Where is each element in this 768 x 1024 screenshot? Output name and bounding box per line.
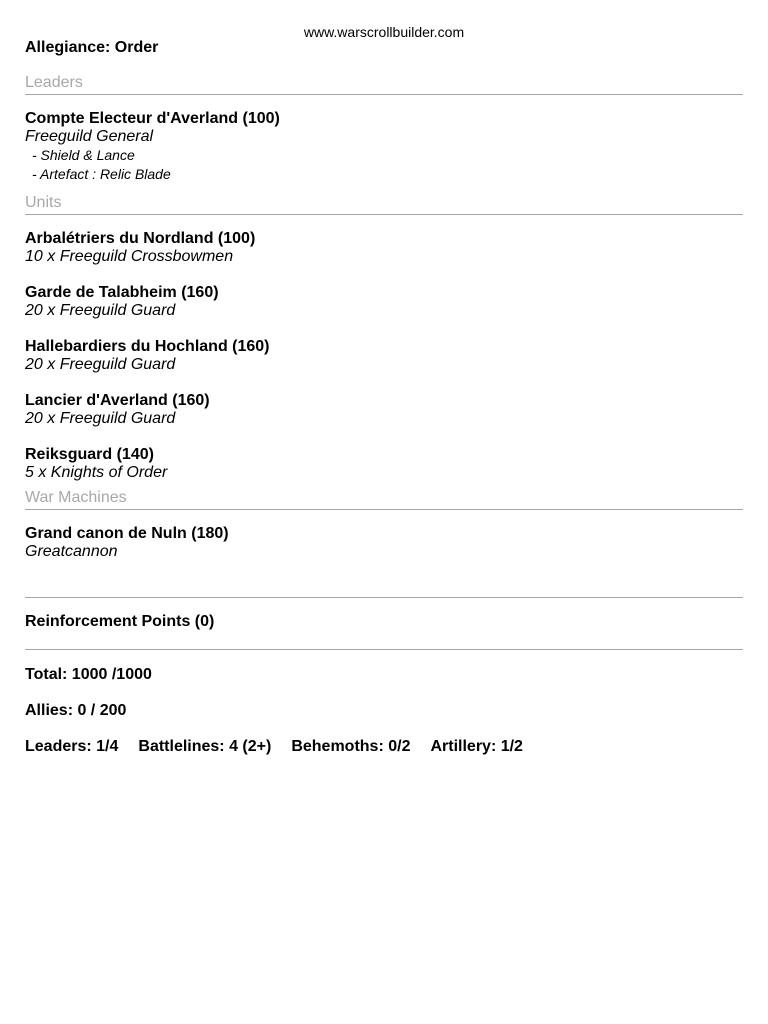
- section-header-units: Units: [25, 193, 743, 215]
- entry-name: Hallebardiers du Hochland (160): [25, 338, 270, 355]
- entry-type: 5 x Knights of Order: [25, 464, 168, 481]
- entry-type: 20 x Freeguild Guard: [25, 410, 176, 427]
- artillery-count: Artillery: 1/2: [430, 738, 523, 755]
- reinforcement-points: Reinforcement Points (0): [25, 613, 215, 630]
- section-header-war-machines: War Machines: [25, 488, 743, 510]
- list-item: [25, 525, 743, 561]
- total-points: Total: 1000 /1000: [25, 666, 152, 683]
- list-item: [25, 230, 743, 266]
- list-item: [25, 338, 743, 374]
- behemoths-count: Behemoths: 0/2: [291, 738, 411, 755]
- entry-type: Greatcannon: [25, 543, 118, 560]
- section-header-leaders: Leaders: [25, 73, 743, 95]
- divider: [25, 649, 743, 650]
- divider: [25, 597, 743, 598]
- entry-type: 10 x Freeguild Crossbowmen: [25, 248, 234, 265]
- entry-option: - Shield & Lance: [32, 147, 135, 163]
- leaders-count: Leaders: 1/4: [25, 738, 119, 755]
- site-url: www.warscrollbuilder.com: [303, 24, 465, 40]
- unit-counts: [25, 737, 743, 757]
- list-item: [25, 284, 743, 320]
- allegiance-title: Allegiance: Order: [25, 39, 159, 56]
- army-list: [25, 38, 743, 757]
- list-item: [25, 392, 743, 428]
- entry-type: 20 x Freeguild Guard: [25, 302, 176, 319]
- entry-name: Arbalétriers du Nordland (100): [25, 230, 256, 247]
- entry-name: Reiksguard (140): [25, 446, 154, 463]
- allies-points: Allies: 0 / 200: [25, 702, 127, 719]
- war-machines-section: [25, 525, 743, 561]
- entry-type: 20 x Freeguild Guard: [25, 356, 176, 373]
- units-section: [25, 230, 743, 482]
- entry-type: Freeguild General: [25, 128, 154, 145]
- battlelines-count: Battlelines: 4 (2+): [138, 738, 272, 755]
- entry-name: Garde de Talabheim (160): [25, 284, 219, 301]
- leaders-section: [25, 110, 743, 184]
- entry-name: Grand canon de Nuln (180): [25, 525, 229, 542]
- entry-option: - Artefact : Relic Blade: [32, 166, 171, 182]
- entry-name: Lancier d'Averland (160): [25, 392, 210, 409]
- list-item: [25, 446, 743, 482]
- entry-name: Compte Electeur d'Averland (100): [25, 110, 280, 127]
- list-item: [25, 110, 743, 184]
